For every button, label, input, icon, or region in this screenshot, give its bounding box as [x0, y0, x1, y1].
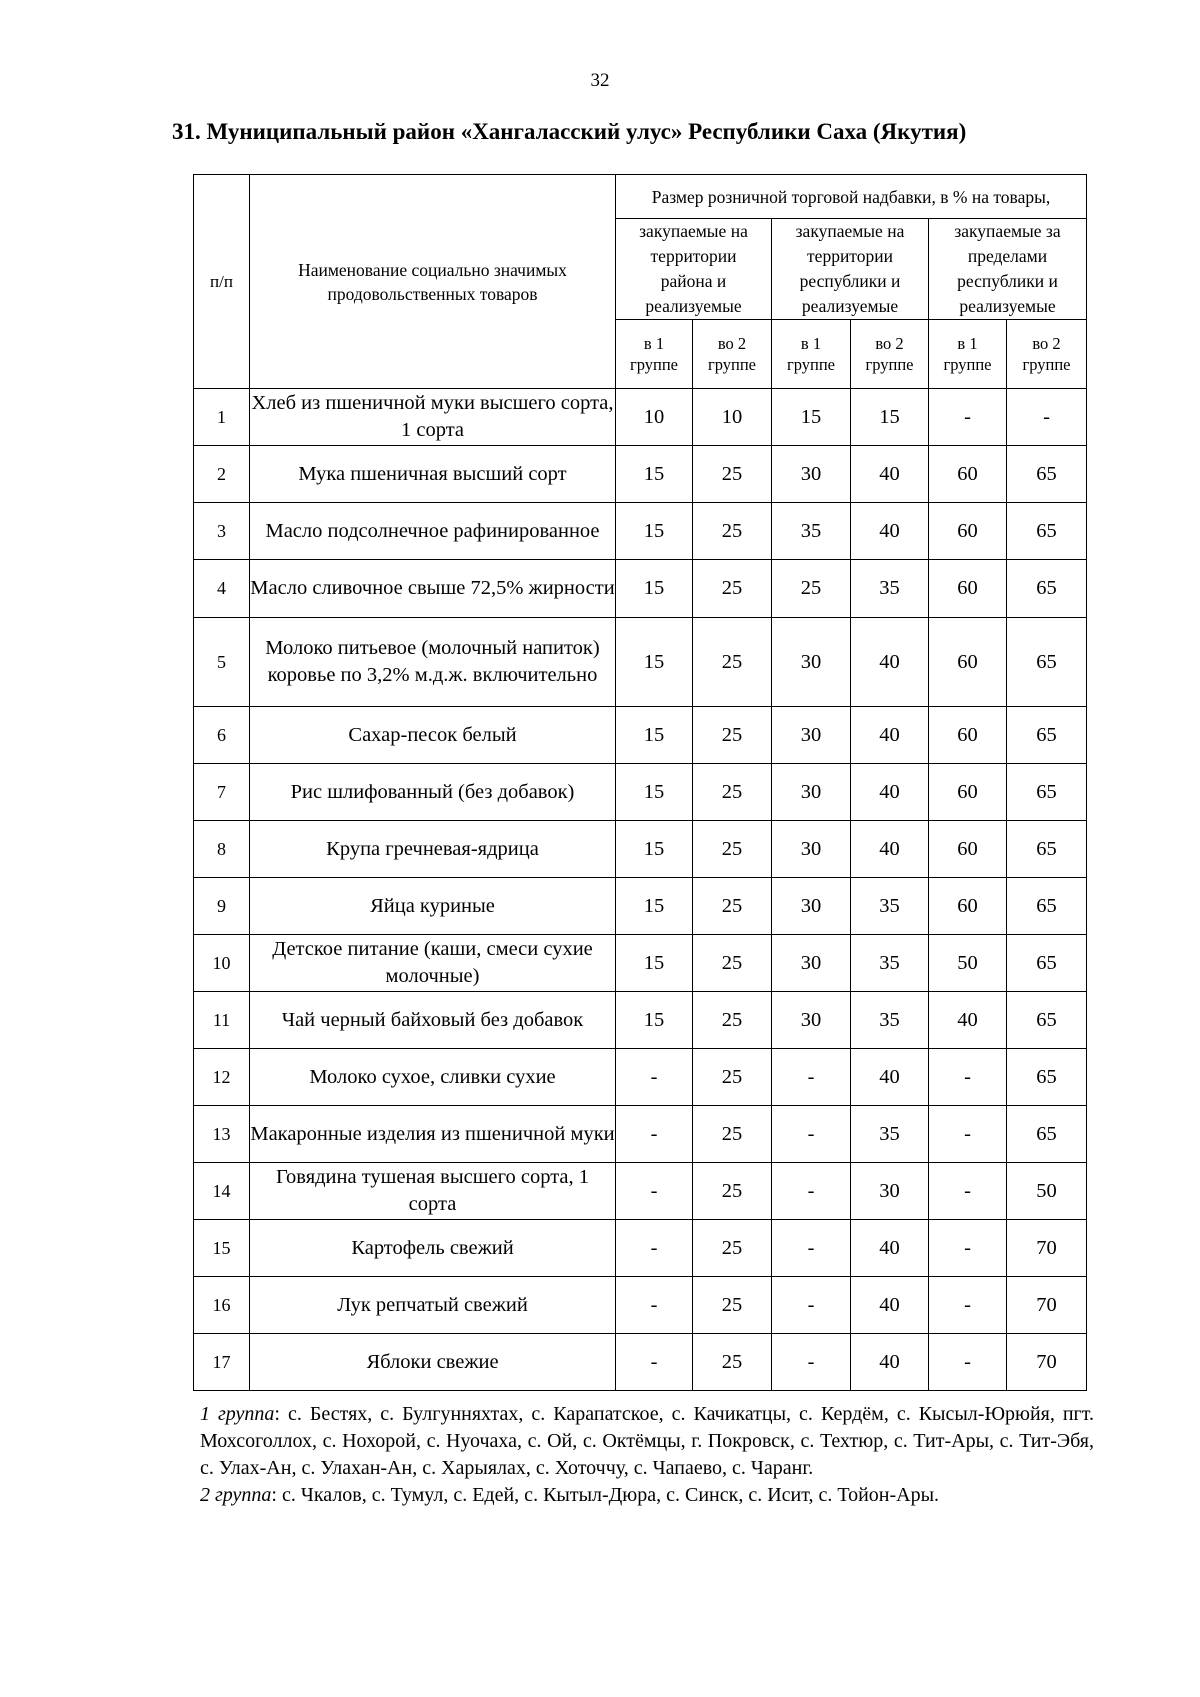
header-num: п/п	[194, 175, 250, 389]
markup-value: 40	[851, 1049, 929, 1106]
markup-value: 30	[772, 821, 851, 878]
markup-value: 35	[851, 1106, 929, 1163]
product-name: Рис шлифованный (без добавок)	[250, 764, 616, 821]
markup-value: 10	[693, 389, 772, 446]
markup-value: -	[929, 1220, 1007, 1277]
markup-value: 25	[693, 446, 772, 503]
markup-value: 15	[616, 992, 693, 1049]
markup-value: 65	[1007, 618, 1087, 707]
row-number: 2	[194, 446, 250, 503]
header-sub-1: в 1 группе	[616, 320, 693, 389]
markup-value: 15	[616, 446, 693, 503]
markup-value: 70	[1007, 1277, 1087, 1334]
row-number: 5	[194, 618, 250, 707]
markup-value: 60	[929, 503, 1007, 560]
header-group-district: закупаемые на территории района и реализуемые	[616, 219, 772, 320]
markup-value: 40	[929, 992, 1007, 1049]
row-number: 3	[194, 503, 250, 560]
page-title: 31. Муниципальный район «Хангаласский улус» Республики Саха (Якутия)	[172, 119, 967, 144]
row-number: 15	[194, 1220, 250, 1277]
markup-value: -	[616, 1049, 693, 1106]
markup-value: 65	[1007, 821, 1087, 878]
markup-value: -	[1007, 389, 1087, 446]
product-name: Молоко питьевое (молочный напиток) коровье по 3,2% м.д.ж. включительно	[250, 618, 616, 707]
table-row	[194, 992, 1087, 1049]
row-number: 1	[194, 389, 250, 446]
table-row	[194, 618, 1087, 707]
table-row	[194, 1106, 1087, 1163]
product-name: Молоко сухое, сливки сухие	[250, 1049, 616, 1106]
markup-value: 60	[929, 446, 1007, 503]
markup-value: 35	[851, 935, 929, 992]
row-number: 6	[194, 707, 250, 764]
markup-value: 65	[1007, 1106, 1087, 1163]
markup-value: -	[616, 1163, 693, 1220]
product-name: Лук репчатый свежий	[250, 1277, 616, 1334]
markup-value: 25	[693, 707, 772, 764]
markup-value: -	[616, 1277, 693, 1334]
markup-value: 15	[616, 503, 693, 560]
header-sub-5: в 1 группе	[929, 320, 1007, 389]
product-name: Чай черный байховый без добавок	[250, 992, 616, 1049]
markup-value: 25	[693, 560, 772, 618]
markup-value: 25	[693, 935, 772, 992]
table-row	[194, 446, 1087, 503]
markup-value: 65	[1007, 560, 1087, 618]
markup-value: 70	[1007, 1334, 1087, 1391]
markup-value: 70	[1007, 1220, 1087, 1277]
markup-value: 40	[851, 821, 929, 878]
markup-value: 15	[616, 935, 693, 992]
markup-value: 35	[851, 878, 929, 935]
markup-value: 50	[929, 935, 1007, 992]
markup-value: 40	[851, 1334, 929, 1391]
product-name: Масло сливочное свыше 72,5% жирности	[250, 560, 616, 618]
markup-value: -	[929, 389, 1007, 446]
table-body	[194, 389, 1087, 1391]
markup-value: -	[772, 1277, 851, 1334]
row-number: 11	[194, 992, 250, 1049]
markup-value: 65	[1007, 503, 1087, 560]
markup-value: 25	[693, 1049, 772, 1106]
row-number: 13	[194, 1106, 250, 1163]
product-name: Хлеб из пшеничной муки высшего сорта, 1 сорта	[250, 389, 616, 446]
table-row	[194, 707, 1087, 764]
product-name: Сахар-песок белый	[250, 707, 616, 764]
markup-value: 40	[851, 707, 929, 764]
product-name: Говядина тушеная высшего сорта, 1 сорта	[250, 1163, 616, 1220]
header-sub-6: во 2 группе	[1007, 320, 1087, 389]
markup-value: 25	[693, 992, 772, 1049]
markup-value: 35	[851, 992, 929, 1049]
markup-value: -	[772, 1106, 851, 1163]
markup-value: -	[772, 1049, 851, 1106]
markup-value: 40	[851, 1277, 929, 1334]
table-row	[194, 935, 1087, 992]
product-name: Картофель свежий	[250, 1220, 616, 1277]
markup-value: 25	[693, 618, 772, 707]
markup-value: -	[929, 1163, 1007, 1220]
markup-value: 40	[851, 764, 929, 821]
markup-value: 15	[616, 821, 693, 878]
table-row	[194, 878, 1087, 935]
markup-value: -	[772, 1163, 851, 1220]
table-row	[194, 389, 1087, 446]
markup-value: 15	[616, 878, 693, 935]
markup-value: 25	[772, 560, 851, 618]
markup-value: 15	[772, 389, 851, 446]
markup-value: -	[929, 1277, 1007, 1334]
header-markup: Размер розничной торговой надбавки, в % на товары,	[616, 175, 1087, 219]
row-number: 14	[194, 1163, 250, 1220]
markup-value: 60	[929, 821, 1007, 878]
markup-table	[193, 174, 1087, 1391]
table-row	[194, 1277, 1087, 1334]
markup-value: 25	[693, 503, 772, 560]
row-number: 17	[194, 1334, 250, 1391]
markup-value: 30	[772, 878, 851, 935]
markup-value: 25	[693, 1106, 772, 1163]
product-name: Макаронные изделия из пшеничной муки	[250, 1106, 616, 1163]
product-name: Мука пшеничная высший сорт	[250, 446, 616, 503]
markup-value: 25	[693, 1277, 772, 1334]
header-sub-2: во 2 группе	[693, 320, 772, 389]
markup-value: 40	[851, 503, 929, 560]
footnote-group-2	[200, 1482, 1094, 1509]
markup-value: -	[616, 1334, 693, 1391]
markup-value: 40	[851, 1220, 929, 1277]
markup-value: -	[772, 1220, 851, 1277]
markup-value: -	[929, 1049, 1007, 1106]
markup-value: 25	[693, 821, 772, 878]
markup-value: 65	[1007, 878, 1087, 935]
footnote-group-1-text: : с. Бестях, с. Булгунняхтах, с. Карапатское, с. Качикатцы, с. Кердём, с. Кысыл-Юрюйя, пгт. Мохсоголлох, с. Нохорой, с. Нуочаха, с. Ой, с. Октёмцы, г. Покровск, с. Техтюр, с. Тит-Ары, с. Тит-Эбя, с. Улах-Ан, с. Улахан-Ан, с. Харыялах, с. Хоточчу, с. Чапаево, с. Чаранг.	[200, 1403, 1094, 1479]
row-number: 8	[194, 821, 250, 878]
markup-value: -	[772, 1334, 851, 1391]
row-number: 4	[194, 560, 250, 618]
markup-value: -	[616, 1106, 693, 1163]
markup-value: 60	[929, 707, 1007, 764]
markup-value: 30	[851, 1163, 929, 1220]
markup-value: -	[929, 1334, 1007, 1391]
markup-value: 65	[1007, 707, 1087, 764]
markup-value: 35	[851, 560, 929, 618]
page-number: 32	[590, 70, 610, 91]
footnote-group-2-label: 2 группа	[200, 1484, 272, 1506]
markup-value: 60	[929, 560, 1007, 618]
table-row	[194, 821, 1087, 878]
markup-value: 30	[772, 935, 851, 992]
row-number: 9	[194, 878, 250, 935]
markup-value: 35	[772, 503, 851, 560]
markup-value: 30	[772, 618, 851, 707]
row-number: 10	[194, 935, 250, 992]
markup-value: 65	[1007, 935, 1087, 992]
markup-value: -	[929, 1106, 1007, 1163]
header-sub-4: во 2 группе	[851, 320, 929, 389]
markup-value: 25	[693, 878, 772, 935]
markup-value: 60	[929, 764, 1007, 821]
product-name: Масло подсолнечное рафинированное	[250, 503, 616, 560]
markup-value: 25	[693, 1220, 772, 1277]
markup-value: 65	[1007, 446, 1087, 503]
product-name: Яйца куриные	[250, 878, 616, 935]
product-name: Крупа гречневая-ядрица	[250, 821, 616, 878]
header-group-outside: закупаемые за пределами республики и реализуемые	[929, 219, 1087, 320]
table-row	[194, 560, 1087, 618]
markup-value: 65	[1007, 1049, 1087, 1106]
row-number: 7	[194, 764, 250, 821]
markup-value: 30	[772, 707, 851, 764]
markup-value: 65	[1007, 992, 1087, 1049]
markup-value: 15	[616, 764, 693, 821]
row-number: 12	[194, 1049, 250, 1106]
table-row	[194, 1334, 1087, 1391]
markup-value: 25	[693, 1163, 772, 1220]
markup-value: 25	[693, 1334, 772, 1391]
row-number: 16	[194, 1277, 250, 1334]
markup-value: 60	[929, 878, 1007, 935]
footnote-group-1-label: 1 группа	[200, 1403, 275, 1425]
markup-value: -	[616, 1220, 693, 1277]
header-name: Наименование социально значимых продовольственных товаров	[250, 175, 616, 389]
markup-value: 15	[616, 560, 693, 618]
header-group-republic: закупаемые на территории республики и реализуемые	[772, 219, 929, 320]
table-row	[194, 764, 1087, 821]
table-row	[194, 503, 1087, 560]
markup-value: 10	[616, 389, 693, 446]
table-row	[194, 1220, 1087, 1277]
footnote-group-2-text: : с. Чкалов, с. Тумул, с. Едей, с. Кытыл-Дюра, с. Синск, с. Исит, с. Тойон-Ары.	[271, 1484, 940, 1506]
markup-value: 15	[851, 389, 929, 446]
markup-value: 15	[616, 618, 693, 707]
footnote-group-1	[200, 1401, 1094, 1482]
markup-value: 30	[772, 764, 851, 821]
table-row	[194, 1049, 1087, 1106]
markup-value: 50	[1007, 1163, 1087, 1220]
markup-value: 30	[772, 446, 851, 503]
markup-value: 40	[851, 446, 929, 503]
markup-value: 65	[1007, 764, 1087, 821]
footnotes	[200, 1401, 1094, 1509]
markup-value: 25	[693, 764, 772, 821]
product-name: Яблоки свежие	[250, 1334, 616, 1391]
header-sub-3: в 1 группе	[772, 320, 851, 389]
markup-value: 30	[772, 992, 851, 1049]
markup-value: 15	[616, 707, 693, 764]
markup-value: 60	[929, 618, 1007, 707]
table-row	[194, 1163, 1087, 1220]
markup-value: 40	[851, 618, 929, 707]
product-name: Детское питание (каши, смеси сухие молочные)	[250, 935, 616, 992]
